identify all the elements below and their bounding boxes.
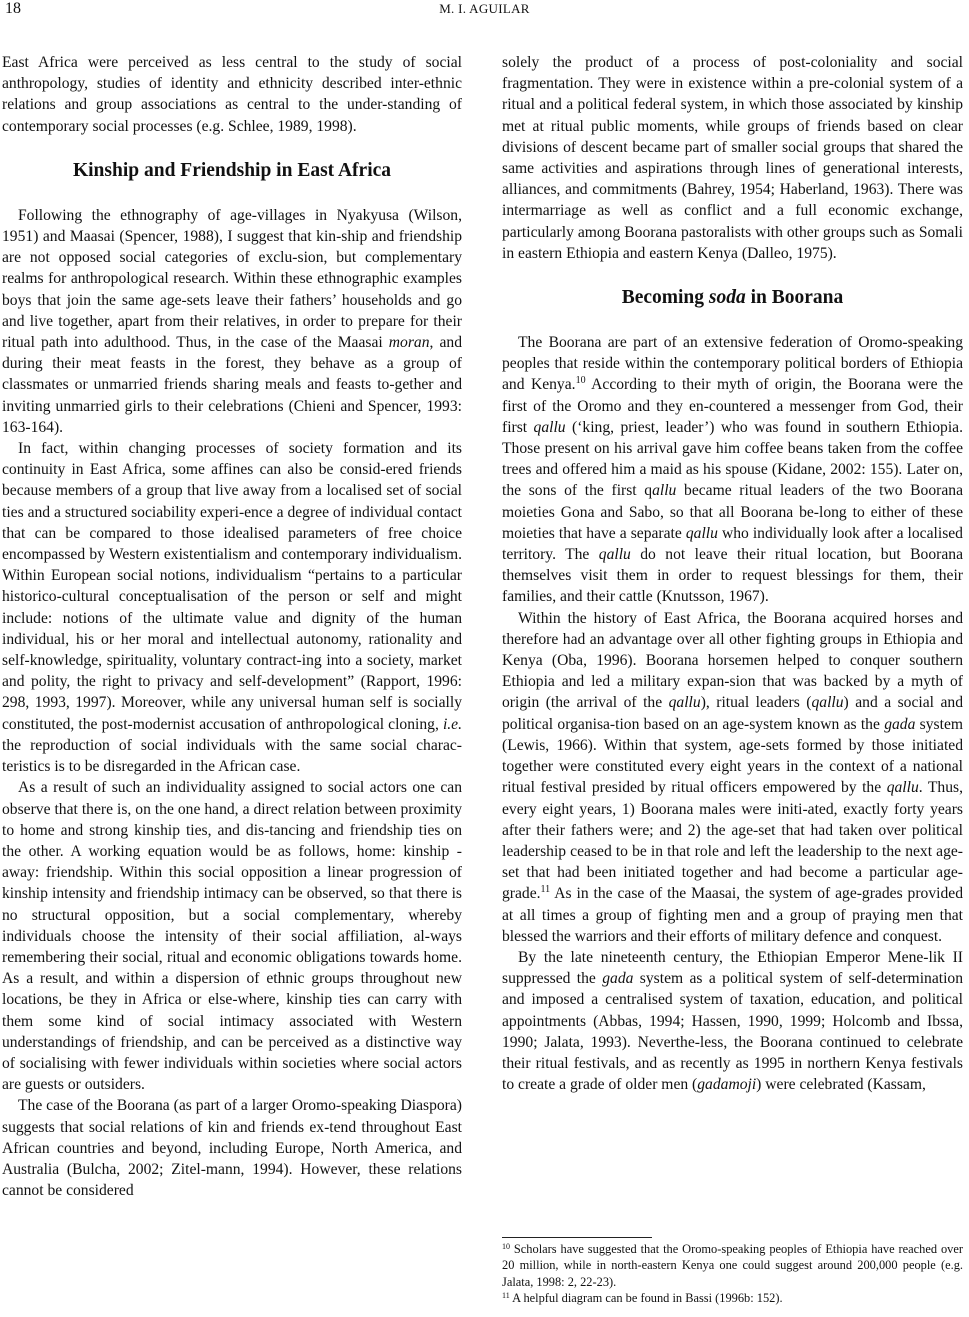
text-run: became ritual leaders of the two Boorana moieties Gona and Sabo, so that all Boorana be-long to either of these moieties that have a separate <box>502 482 963 542</box>
footnote-10 <box>502 1241 963 1290</box>
text-run: In fact, within changing processes of society formation and its continuity in East Africa, some affines can also be consid-ered friends because members of a group that live away from a localised set of social ties and a structured sociability experi-ence a degree of individual contact that can be compared to those idealised parameters of free choice encompassed by Western existentialism and contemporary individualism. Within European social notions, individualism “pertains to a particular historico-cultural conceptualisation of the person or self and might include: notions of the ultimate value and dignity of the human individual, his or her moral and intellectual autonomy, rationality and self-knowledge, spirituality, voluntary contract-ing into a society, market and polity, the right to privacy and self-development” (Rapport, 1996: 298, 1993, 1997). Moreover, while any universal human self is socially constituted, the post-modernist accusation of anthropological cloning, <box>2 440 462 733</box>
page-header <box>0 0 969 22</box>
footnote-mark-11: 11 <box>502 1290 510 1300</box>
page-number: 18 <box>5 0 21 17</box>
text-run: ) and a social and political organisa-tion based on an age-system known as the <box>502 694 963 733</box>
text-run: the reproduction of social individuals with the same social charac-teristics is to be disregarded in the African case. <box>2 736 462 776</box>
intro-paragraph: East Africa were perceived as less central to the study of social anthropology, studies of identity and ethnicity described inter-ethnic relations and group associations as central to the under-standing of contemporary social processes (e.g. Schlee, 1989, 1998). <box>2 54 462 135</box>
italic-term: i.e. <box>442 715 462 733</box>
text-run: system (Lewis, 1966). Within that system, age-sets formed by those initiated together were constituted every eight years in the context of a national ritual festival presided by ritual officers empowered by the <box>502 715 964 797</box>
section-heading-kinship: Kinship and Friendship in East Africa <box>72 159 392 181</box>
italic-term: gadamoji <box>697 1076 757 1094</box>
text-run: system as a political system of self-determination and imposed a centralised system of taxation, education, and political appointments (Abbas, 1994; Hassen, 1990, 1999; Holcomb and Ibssa, 1990; Jalata, 1993). Neverthe-less, the Boorana continued to celebrate their ritual festivals, and as recently as 1995 in northern Kenya festivals to create a grade of older men ( <box>502 970 963 1094</box>
section-heading-soda <box>502 285 963 311</box>
running-head: M. I. AGUILAR <box>439 1 530 16</box>
left-column <box>2 52 462 1201</box>
paragraph-nyakyusa <box>2 205 462 438</box>
paragraph-diaspora: The case of the Boorana (as part of a larger Oromo-speaking Diaspora) suggests that social relations of kin and friends ex-tend throughout East African countries and beyond, including Europe, North America, and Australia (Bulcha, 2002; Zitel-mann, 1994). However, these relations cannot be considered <box>2 1097 462 1200</box>
text-run: , and during their meat feasts in the forest, they behave as a group of classmates or unmarried friends sharing meals and feasts to-gether and inviting unmarried girls to their celebrations (Chieni and Spencer, 1993: 163-164). <box>2 334 463 436</box>
footnote-ref-11[interactable]: 11 <box>540 884 551 896</box>
text-run: do not leave their ritual location, but Boorana themselves visit them in order to request blessings for them, their families, and their cattle (Knutsson, 1967). <box>502 546 963 606</box>
footnote-text: Scholars have suggested that the Oromo-speaking peoples of Ethiopia have reached over 20 million, while in north-eastern Kenya one could suggest around 200,000 people (e.g. Jalata, 1998: 2, 22-23). <box>502 1242 963 1289</box>
text-run: ) were celebrated (Kassam, <box>756 1076 926 1094</box>
right-column <box>502 52 963 1095</box>
paragraph-home-kinship: As a result of such an individuality assigned to social actors one can observe that there is, on the one hand, a direct relation between proximity to home and strong kinship ties, and dis-tancing and friendship ties on the other. A working equation would be as follows, home: kinship - away: friendship. Within this social opposition a linear progression of kinship intensity and friendship intimacy can be observed, so that there is no structural opposition, but a social complementary, whereby individuals choose the intensity of their social affiliation, al-ways remembering their social, ritual and economic obligations towards home. As a result, and within a dispersion of ethnic groups throughout new locations, be they in Africa or else-where, kinship ties can carry with them some kind of social intimacy associated with Western understandings of friendship, and can be perceived as a distinctive way of socialising with fewer individuals within societies where social actors are guests or outsiders. <box>2 779 462 1094</box>
italic-term: allu <box>652 482 677 500</box>
text-run: According to their myth of origin, the Boorana were the first of the Oromo and they en-countered a messenger from God, their first <box>502 376 964 436</box>
footnote-mark-10: 10 <box>502 1242 510 1251</box>
continuation-paragraph: solely the product of a process of post-coloniality and social fragmentation. They were in existence within a pre-colonial system of a ritual and a political federal system, in which those associated by kinship met at ritual public moments, while groups of friends based on clear divisions of descent became part of smaller social groups that shared the same activities and aspirations through lines of generational interests, alliances, and commitments (Bahrey, 1954; Haberland, 1963). There was intermarriage as well as conflict and a full economic exchange, particularly among Boorana pastoralists with other groups such as Somali in eastern Ethiopia and eastern Kenya (Dalleo, 1975). <box>502 54 963 262</box>
italic-term: qallu <box>886 779 919 797</box>
italic-term: qallu <box>685 524 718 542</box>
paragraph-oromo-federation <box>502 332 963 608</box>
text-run: (‘king, priest, leader’) who was found in southern Ethiopia. Those present on his arrival gave him coffee beans taken from the coffee trees and offered him a maid as his spouse (Kidane, 2002: 155). Later on, the sons of the first q <box>502 418 963 500</box>
italic-term: qallu <box>668 694 701 712</box>
text-run: As in the case of the Maasai, the system of age-grades provided at all times a group of fighting men and a group of praying men that blessed the warriors and their efforts of military defence and conquest. <box>502 885 963 945</box>
paragraph-horses-gada <box>502 608 963 947</box>
heading-text: Becoming <box>621 287 709 309</box>
footnote-divider <box>502 1237 652 1238</box>
text-run: ), ritual leaders ( <box>700 694 812 712</box>
text-run: . Thus, every eight years, 1) Boorana males were initi-ated, exactly forty years after their fathers were; and 2) the age-set that had taken over political leadership ceased to be in that role and left the leadership to the next age-set that had been initiated together and had become a particular age-grade. <box>502 779 963 903</box>
italic-term: gada <box>884 715 916 733</box>
italic-term: qallu <box>811 694 844 712</box>
text-run: Following the ethnography of age-villages in Nyakyusa (Wilson, 1951) and Maasai (Spencer, 1988), I suggest that kin-ship and friendship are not opposed social categories of exclu-sion, but complementary realms for anthropological research. Within these ethnographic examples boys that join the same age-sets leave their fathers’ households and go and live together, apart from their relatives, in order to prepare for their ritual path into adulthood. Thus, in the case of the Maasai <box>2 206 462 352</box>
heading-text: in Boorana <box>745 287 844 309</box>
italic-term: qallu <box>533 418 566 436</box>
text-run: The Boorana are part of an extensive federation of Oromo-speaking peoples that reside within the contemporary political borders of Ethiopia and Kenya. <box>502 334 963 394</box>
text-run: who individually look after a localised territory. The <box>502 524 963 564</box>
heading-italic-term: soda <box>708 287 746 309</box>
text-run: By the late nineteenth century, the Ethiopian Emperor Mene-lik II suppressed the <box>502 948 963 988</box>
paragraph-individualism <box>2 438 462 777</box>
footnote-ref-10[interactable]: 10 <box>575 375 586 387</box>
footnotes <box>502 1241 963 1306</box>
footnote-text: A helpful diagram can be found in Bassi (1996b: 152). <box>509 1290 783 1305</box>
paragraph-menelik <box>502 947 963 1095</box>
italic-term: gada <box>602 970 634 988</box>
italic-term: moran <box>388 334 430 352</box>
italic-term: qallu <box>598 546 631 564</box>
text-run: Within the history of East Africa, the Boorana acquired horses and therefore had an advantage over all other fighting groups in Ethiopia and Kenya (Oba, 1996). Boorana horsemen helped to conquer southern Ethiopia and led a military expan-sion that was backed by a myth of origin (the arrival of the <box>502 609 963 712</box>
footnote-11 <box>502 1290 963 1306</box>
